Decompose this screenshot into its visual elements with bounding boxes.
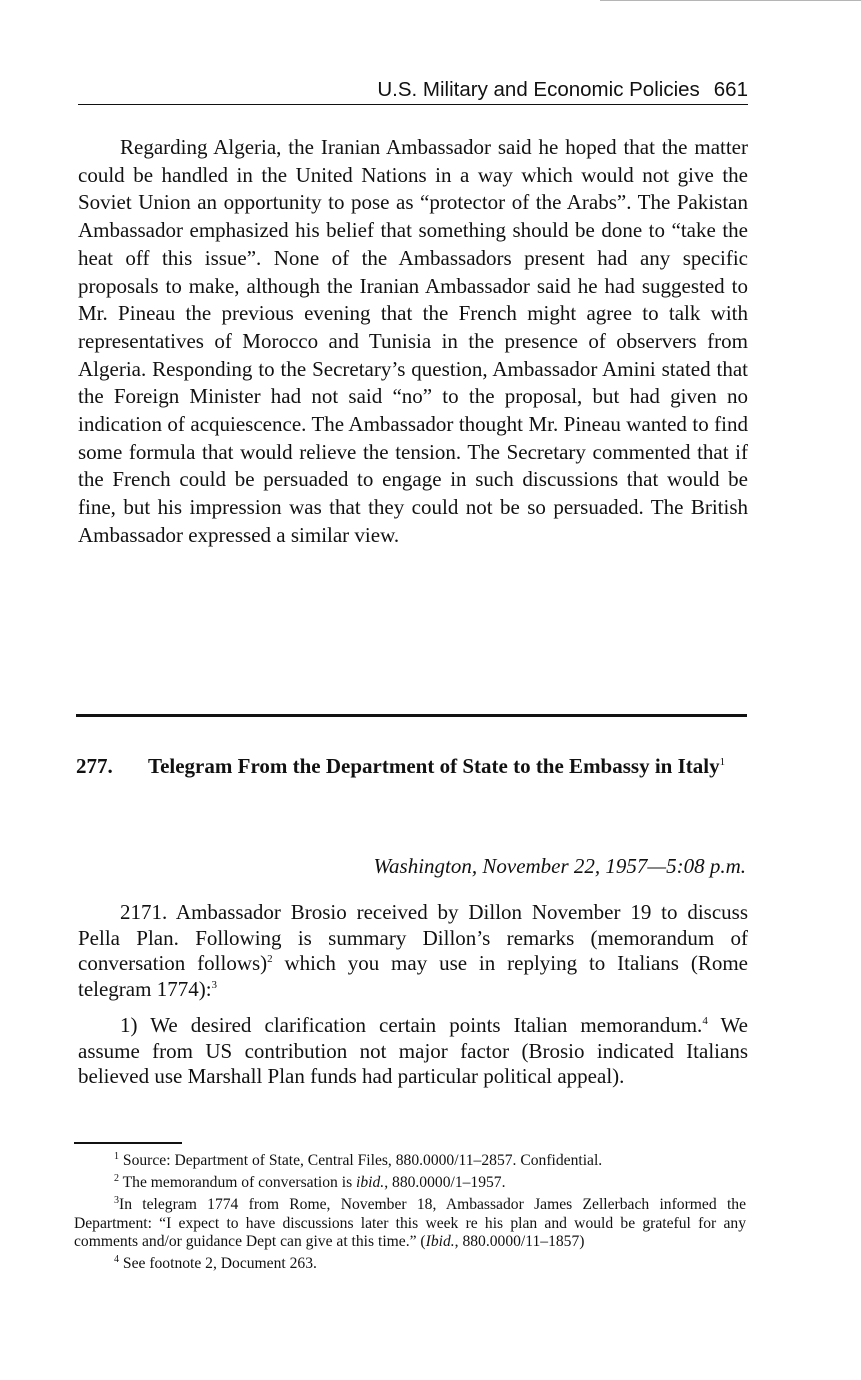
footnote-2 xyxy=(74,1174,746,1192)
body-paragraph-algeria: Regarding Algeria, the Iranian Ambassador said he hoped that the matter could be handled in the United Nations in a way which would not give the Soviet Union an opportunity to pose as “protector of the Arabs”. The Pakistan Ambassador emphasized his belief that something should be done to “take the heat off this issue”. None of the Ambassadors present had any specific proposals to make, although the Iranian Ambassador said he had suggested to Mr. Pineau the previous evening that the French might agree to talk with representatives of Morocco and Tunisia in the presence of observers from Algeria. Responding to the Secretary’s question, Ambassador Amini stated that the Foreign Minister had not said “no” to the proposal, but had given no indication of acquiescence. The Ambassador thought Mr. Pineau wanted to find some formula that would relieve the tension. The Secretary commented that if the French could be persuaded to engage in such discussions that would be fine, but his impression was that they could not be so persuaded. The British Ambassador expressed a similar view. xyxy=(78,135,748,547)
section-divider xyxy=(76,714,747,717)
footnote-3-text-a: In telegram 1774 from Rome, November 18, Ambassador James Zellerbach informed the Department: “I expect to have discussions later this week re his plan and would be grateful for any comments and/or guidance Dept can give at this time.” ( xyxy=(74,1196,746,1250)
footnote-divider xyxy=(74,1142,182,1144)
footnote-4-text: See footnote 2, Document 263. xyxy=(122,1255,317,1273)
document-number: 277. xyxy=(76,754,113,778)
page-number: 661 xyxy=(713,78,748,101)
footnote-2-italic: ibid. xyxy=(356,1174,385,1192)
footnote-ref-2: 2 xyxy=(267,953,273,965)
point-1-text-a: 1) We desired clarification certain points Italian memorandum. xyxy=(120,1013,703,1037)
document-title xyxy=(148,754,748,779)
footnote-2-text-a: The memorandum of conversation is xyxy=(122,1174,357,1192)
footnote-2-mark: 2 xyxy=(114,1173,119,1185)
footnote-3-mark: 3 xyxy=(114,1195,119,1207)
footnote-ref-3: 3 xyxy=(211,978,218,991)
footnote-ref-4: 4 xyxy=(702,1015,708,1027)
point-1-text-b: We assume from US contribution not major factor (Brosio indicated Italians believed use Marshall Plan funds had particular political appeal). xyxy=(78,1013,748,1088)
footnote-2-text-b: , 880.0000/1–1957. xyxy=(384,1174,506,1192)
footnote-ref-1: 1 xyxy=(719,756,726,768)
dateline: Washington, November 22, 1957—5:08 p.m. xyxy=(373,854,746,878)
footnote-3-text-b: , 880.0000/11–1857) xyxy=(454,1232,585,1250)
running-header-title: U.S. Military and Economic Policies xyxy=(377,78,700,101)
telegram-paragraph-point-1 xyxy=(78,1013,748,1090)
running-header xyxy=(78,76,748,105)
telegram-intro-text-a: 2171. Ambassador Brosio received by Dillon November 19 to discuss Pella Plan. Following is summary Dillon’s remarks (memorandum of conversation follows) xyxy=(78,900,748,975)
telegram-paragraph-intro xyxy=(78,900,748,1002)
telegram-intro-text-b: which you may use in replying to Italians (Rome telegram 1774): xyxy=(78,951,748,1001)
footnote-1-mark: 1 xyxy=(114,1150,119,1162)
footnote-3 xyxy=(74,1196,746,1251)
footnote-1-text: Source: Department of State, Central Files, 880.0000/11–2857. Confidential. xyxy=(122,1152,603,1169)
document-title-text: Telegram From the Department of State to the Embassy in Italy xyxy=(148,754,720,778)
footnote-3-italic: Ibid. xyxy=(425,1232,455,1250)
scan-edge-line xyxy=(600,0,861,1)
footnote-4 xyxy=(74,1255,746,1273)
footnote-1 xyxy=(74,1152,746,1170)
footnote-4-mark: 4 xyxy=(114,1253,119,1265)
footnotes xyxy=(74,1152,746,1277)
